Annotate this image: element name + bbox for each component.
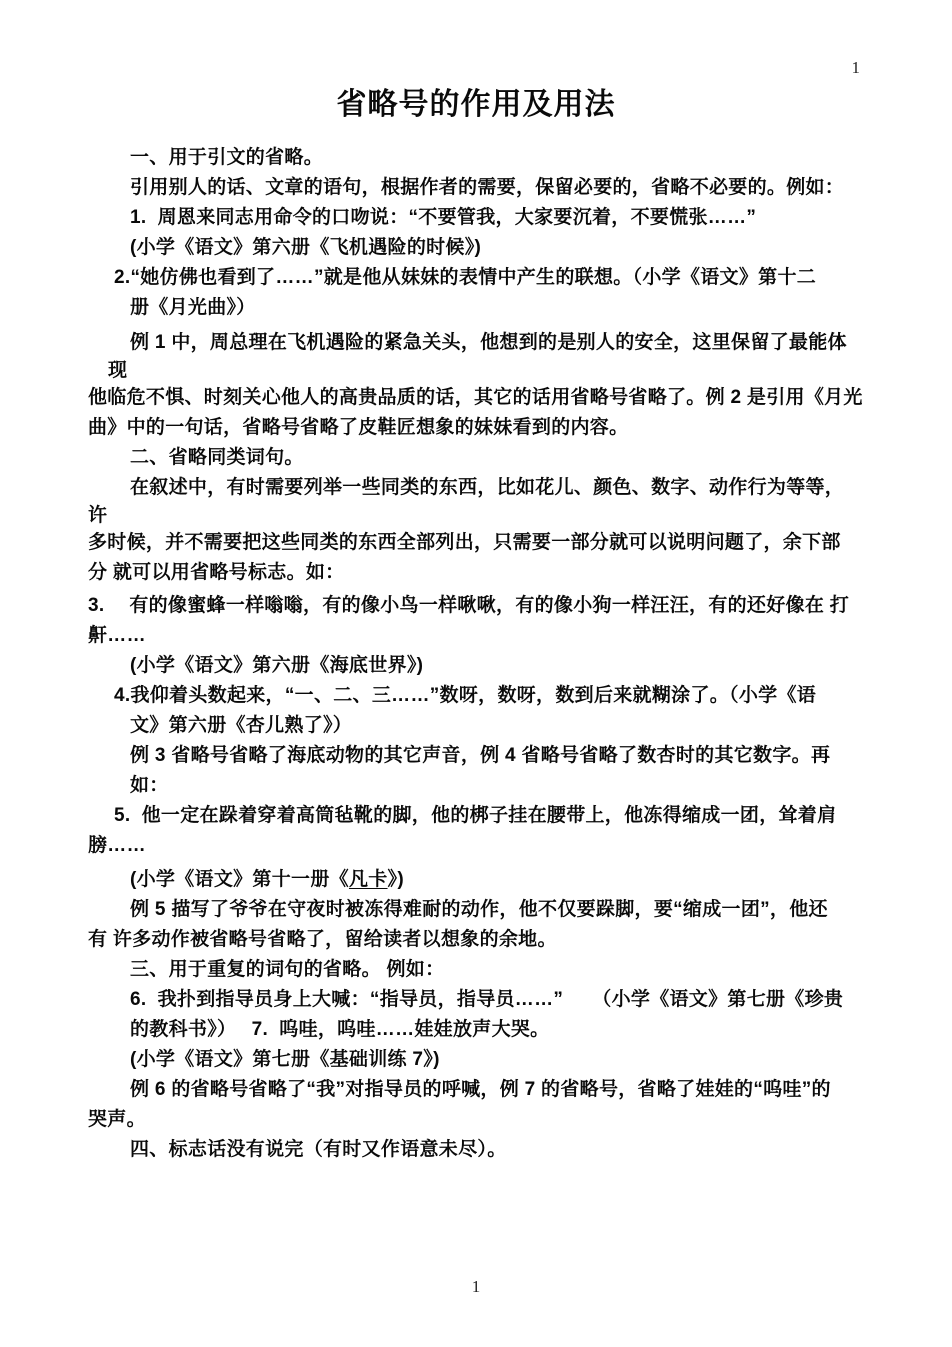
text-segment: 哭声。: [88, 1109, 146, 1130]
text-line: [88, 711, 866, 741]
text-line: [88, 1105, 866, 1135]
text-segment: 文》第六册《杏儿熟了》）: [130, 715, 353, 736]
text-line: [88, 1015, 866, 1045]
text-segment: 5. 他一定在跺着穿着高筒毡靴的脚，他的梆子挂在腰带上，他冻得缩成一团，耸着肩: [114, 805, 837, 826]
text-line: [88, 651, 866, 681]
text-segment: 例 5 描写了爷爷在守夜时被冻得难耐的动作，他不仅要跺脚，要“缩成一团”，他还: [130, 899, 828, 920]
text-line: [88, 925, 866, 955]
text-line: [88, 263, 866, 293]
text-line: [88, 413, 866, 443]
text-line: [88, 328, 866, 358]
text-segment: (小学《语文》第六册《飞机遇险的时候》): [130, 237, 482, 258]
text-line: [88, 143, 866, 173]
text-segment: 6. 我扑到指导员身上大喊：“指导员，指导员……” （小学《语文》第七册《珍贵: [130, 989, 844, 1010]
page-number-top: 1: [851, 58, 860, 77]
text-line: [88, 865, 866, 895]
text-line: [88, 681, 866, 711]
text-line: [88, 293, 866, 323]
text-line: [88, 383, 866, 413]
text-line: [88, 955, 866, 985]
document-title: 省略号的作用及用法: [336, 88, 616, 121]
text-segment: 一、用于引文的省略。: [130, 147, 324, 168]
text-segment: 2.“她仿佛也看到了……”就是他从妹妹的表情中产生的联想。（小学《语文》第十二: [114, 267, 817, 288]
text-line: [88, 591, 866, 621]
text-line: [88, 528, 866, 558]
text-segment: 在叙述中，有时需要列举一些同类的东西，比如花儿、颜色、数字、动作行为等等，: [130, 477, 845, 498]
text-line: [88, 233, 866, 263]
text-line: [88, 473, 866, 503]
text-line: [88, 801, 866, 831]
text-segment: 》): [387, 869, 404, 890]
text-segment: 四、标志话没有说完（有时又作语意未尽）。: [130, 1139, 507, 1160]
text-segment: 例 1 中，周总理在飞机遇险的紧急关头，他想到的是别人的安全，这里保留了最能体: [130, 332, 847, 353]
text-line: [88, 358, 866, 383]
text-segment: 例 6 的省略号省略了“我”对指导员的呼喊，例 7 的省略号，省略了娃娃的“呜哇”的: [130, 1079, 831, 1100]
text-line: [88, 203, 866, 233]
text-segment: (小学《语文》第十一册《: [130, 869, 349, 890]
text-line: [88, 503, 866, 528]
text-line: [88, 558, 866, 588]
text-segment: 分 就可以用省略号标志。如：: [88, 562, 345, 583]
text-line: [88, 1075, 866, 1105]
text-line: [88, 831, 866, 861]
text-line: [88, 173, 866, 203]
text-segment: 三、用于重复的词句的省略。 例如：: [130, 959, 445, 980]
text-segment: 的教科书》） 7. 呜哇，呜哇……娃娃放声大哭。: [130, 1019, 550, 1040]
text-line: [88, 895, 866, 925]
text-segment: 他临危不惧、时刻关心他人的高贵品质的话，其它的话用省略号省略了。例 2 是引用《月光: [88, 387, 863, 408]
text-segment: 有 许多动作被省略号省略了，留给读者以想象的余地。: [88, 929, 557, 950]
text-segment: (小学《语文》第七册《基础训练 7》): [130, 1049, 440, 1070]
text-line: [88, 741, 866, 801]
text-segment: 3. 有的像蜜蜂一样嗡嗡，有的像小鸟一样啾啾，有的像小狗一样汪汪，有的还好像在 打: [88, 595, 850, 616]
text-segment: (小学《语文》第六册《海底世界》): [130, 655, 424, 676]
text-line: [88, 1045, 866, 1075]
text-segment: 4.我仰着头数起来，“一、二、三……”数呀，数呀，数到后来就糊涂了。（小学《语: [114, 685, 817, 706]
text-segment: 二、省略同类词句。: [130, 447, 304, 468]
text-segment: 引用别人的话、文章的语句，根据作者的需要，保留必要的，省略不必要的。例如：: [130, 177, 845, 198]
text-segment: 膀……: [88, 835, 146, 856]
text-line: [88, 443, 866, 473]
text-segment: 曲》中的一句话，省略号省略了皮鞋匠想象的妹妹看到的内容。: [88, 417, 629, 438]
underlined-text: 凡卡: [348, 869, 388, 890]
text-segment: 册《月光曲》）: [130, 297, 256, 318]
document-body: [0, 143, 952, 1165]
page-number-bottom: 1: [471, 1277, 481, 1296]
text-segment: 鼾……: [88, 625, 146, 646]
text-line: [88, 1135, 866, 1165]
text-line: [88, 985, 866, 1015]
text-line: [88, 621, 866, 651]
text-segment: 例 3 省略号省略了海底动物的其它声音，例 4 省略号省略了数杏时的其它数字。再如：: [130, 745, 831, 796]
text-segment: 多时候，并不需要把这些同类的东西全部列出，只需要一部分就可以说明问题了，余下部: [88, 532, 841, 553]
text-segment: 1. 周恩来同志用命令的口吻说：“不要管我，大家要沉着，不要慌张……”: [130, 207, 757, 228]
text-segment: 许: [88, 505, 108, 526]
text-segment: 现: [108, 360, 128, 381]
